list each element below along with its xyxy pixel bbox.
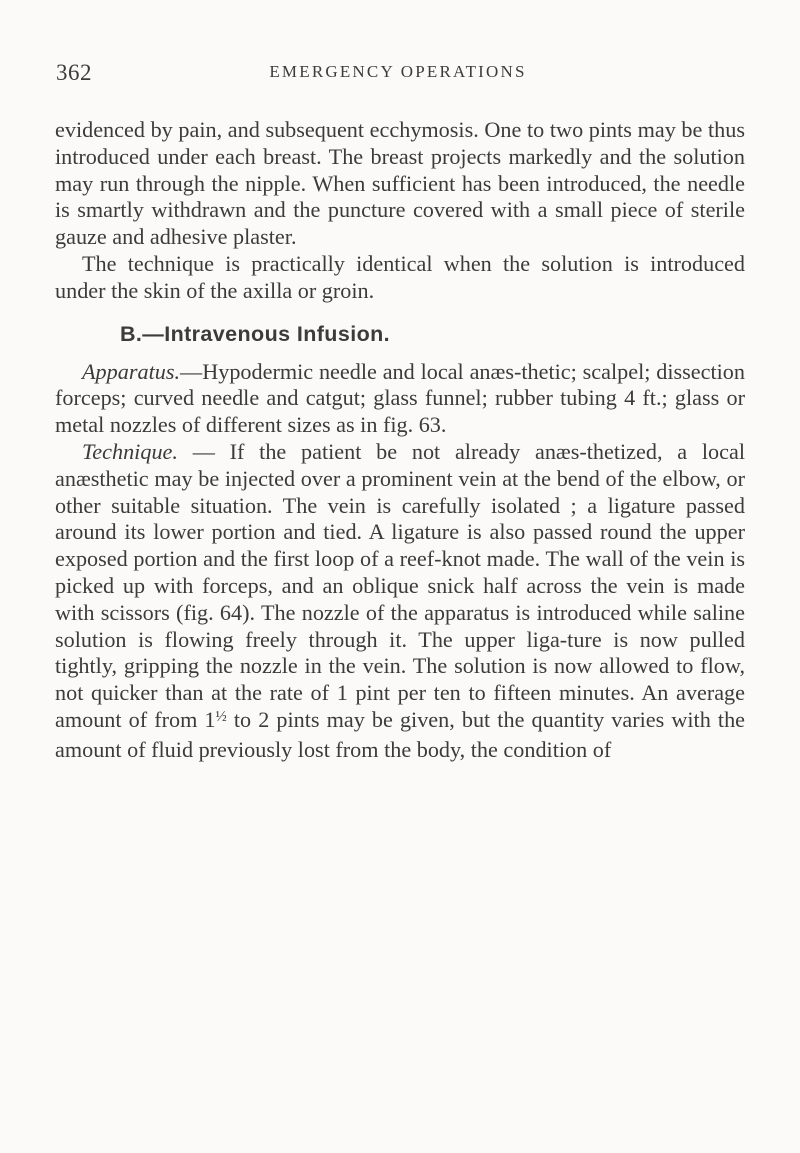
technique-text: — If the patient be not already anæs-thetized, a local anæsthetic may be injected over a prominent vein at the bend of the elbow, or other suitable situation. The vein is carefully isolated ; a ligature passed around its lower portion and tied. A ligature is also passed round the upper exposed portion and the first loop of a reef-knot made. The wall of the vein is picked up with forceps, and an oblique snick half across the vein is made with scissors (fig. 64). The nozzle of the apparatus is introduced while saline solution is flowing freely through it. The upper liga-ture is now pulled tightly, gripping the nozzle in the vein. The solution is now allowed to flow, not quicker than at the rate of 1 pint per ten to fifteen minutes. An average amount of from 1 (55, 438, 745, 732)
technique-text-end: to 2 pints may be given, but the quantity varies with the amount of fluid previously lost from the body, the condition of (55, 706, 746, 762)
apparatus-label: Apparatus. (82, 358, 181, 384)
section-heading: B.—Intravenous Infusion. (120, 321, 391, 346)
body-text (55, 117, 745, 764)
fraction-half: ½ (215, 708, 227, 725)
page-number: 362 (56, 60, 92, 85)
technique-label: Technique. (82, 438, 178, 464)
paragraph-apparatus (55, 359, 745, 439)
paragraph-continued: evidenced by pain, and subsequent ecchymosis. One to two pints may be thus introduced under each breast. The breast projects markedly and the solution may run through the nipple. When sufficient has been introduced, the needle is smartly withdrawn and the puncture covered with a small piece of sterile gauze and adhesive plaster. (55, 117, 745, 250)
paragraph-technique (55, 439, 745, 764)
paragraph-axilla-groin: The technique is practically identical when the solution is introduced under the skin of the axilla or groin. (55, 250, 745, 303)
page-header (56, 60, 740, 92)
apparatus-text: —Hypodermic needle and local anæs-thetic; scalpel; dissection forceps; curved needle and catgut; glass funnel; rubber tubing 4 ft.; glass or metal nozzles of different sizes as in fig. 63. (55, 358, 745, 438)
running-head: EMERGENCY OPERATIONS (269, 62, 527, 81)
